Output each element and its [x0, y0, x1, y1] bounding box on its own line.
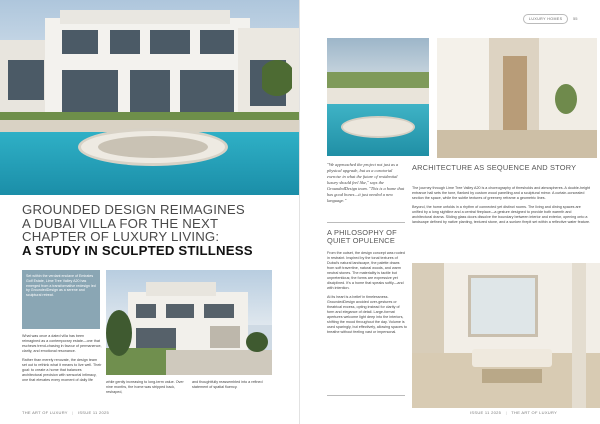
right-page	[300, 0, 600, 424]
left-body-col1	[22, 334, 102, 383]
pull-quote: "We approached the project not just as a physical upgrade, but as a curatorial exercise in what the future of residential luxury should feel like," says the GroundedDesign team. "This is a home that has good bones—it just needed a new language."	[327, 162, 405, 203]
golf-pool-photo	[327, 38, 429, 156]
sequence-body	[412, 186, 592, 225]
headline-line-3: CHAPTER OF LUXURY LIVING:	[22, 229, 220, 245]
philosophy-paragraph-1: From the outset, the design concept was rooted in restraint. Inspired by the tonal textures of Dubai's natural landscape, the palette draws from soft travertine, natural woods, and warm neutral stones. The materiality is tactile but unpretentious; the forms are expressive yet disciplined. It's a home that speaks softly—and with intention.	[327, 251, 405, 290]
footer-issue: ISSUE 11 2025	[470, 410, 502, 415]
footer-issue: ISSUE 11 2025	[77, 410, 110, 415]
headline-line-2: A DUBAI VILLA FOR THE NEXT	[22, 215, 219, 231]
left-footer: THE ART OF LUXURY | ISSUE 11 2025	[22, 410, 110, 415]
villa-exterior-photo	[106, 270, 272, 375]
entrance-hall-photo	[437, 38, 597, 158]
left-body-col2: while gently increasing to long-term value. Over nine months, the home was stripped back, reshaped,	[106, 380, 184, 394]
sequence-paragraph-1: The journey through Lime Tree Valley A20 is a choreography of thresholds and atmospheres. A double-height entrance hall sets the tone, flanked by custom wood panelling and a sculptural mirror. A curtain-concealed section the space, while the subtle textures of greenery reframe a geometric lines.	[412, 186, 591, 200]
sequence-paragraph-2: Beyond, the home unfolds in a rhythm of connected yet distinct rooms. The living and dining spaces are unified by a long sightline and a central fireplace—a gesture designed to provide both warmth and architectural drama. Sliding glass doors dissolve the boundary between interior and exterior, opening onto a landscape defined by native planting, textured stone, and a sunken firepit set within a reflective water feature.	[412, 205, 591, 224]
section-tag: LUXURY HOMES	[523, 14, 568, 24]
sequence-heading: ARCHITECTURE AS SEQUENCE AND STORY	[412, 163, 577, 172]
philosophy-heading: A PHILOSOPHY OF QUIET OPULENCE	[327, 228, 397, 245]
headline-bold-line: A STUDY IN SCULPTED STILLNESS	[22, 242, 253, 258]
living-room-photo	[412, 263, 600, 408]
philosophy-body	[327, 251, 407, 335]
headline-line-1: GROUNDED DESIGN REIMAGINES	[22, 202, 245, 217]
philosophy-paragraph-2: At its heart is a belief in timelessness. GroundedDesign avoided over-gestures or theatrical excess, opting instead for clarity of form and elegance of detail. Large-format apertures welcome light deep into the interiors, shifting the mood throughout the day. Volume is used sparingly, but effectively, allowing spaces to breathe without feeling vast or impersonal.	[327, 295, 407, 334]
footer-magazine-name: THE ART OF LUXURY	[22, 410, 68, 415]
article-headline	[22, 203, 292, 257]
right-footer: ISSUE 11 2025 | THE ART OF LUXURY	[470, 410, 558, 415]
left-body-paragraph-2: Rather than merely renovate, the design team set out to rethink what it means to live well. Their goal: to create a home that balances architectural precision with sensorial intimacy, one that elevates every moment of daily life	[22, 358, 102, 382]
villa-pool-photo	[0, 0, 300, 195]
quote-divider	[327, 222, 405, 223]
left-body-paragraph-1: What was once a dated villa has been reimagined as a contemporary estate—one that eschews trend-chasing in favour of permanence, clarity, and emotional resonance.	[22, 334, 102, 353]
footer-magazine-name: THE ART OF LUXURY	[511, 410, 558, 415]
left-body-col3: and thoughtfully reassembled into a refined statement of spatial fluency.	[192, 380, 263, 389]
intro-callout: Set within the verdant enclave of Emirates Golf Estate, Lime Tree Valley A20 has emerged from a transformative redesign led by GroundedDesign as a serene and sculptural retreat.	[22, 270, 100, 329]
philosophy-divider	[327, 395, 405, 396]
page-number: 55	[573, 16, 578, 21]
